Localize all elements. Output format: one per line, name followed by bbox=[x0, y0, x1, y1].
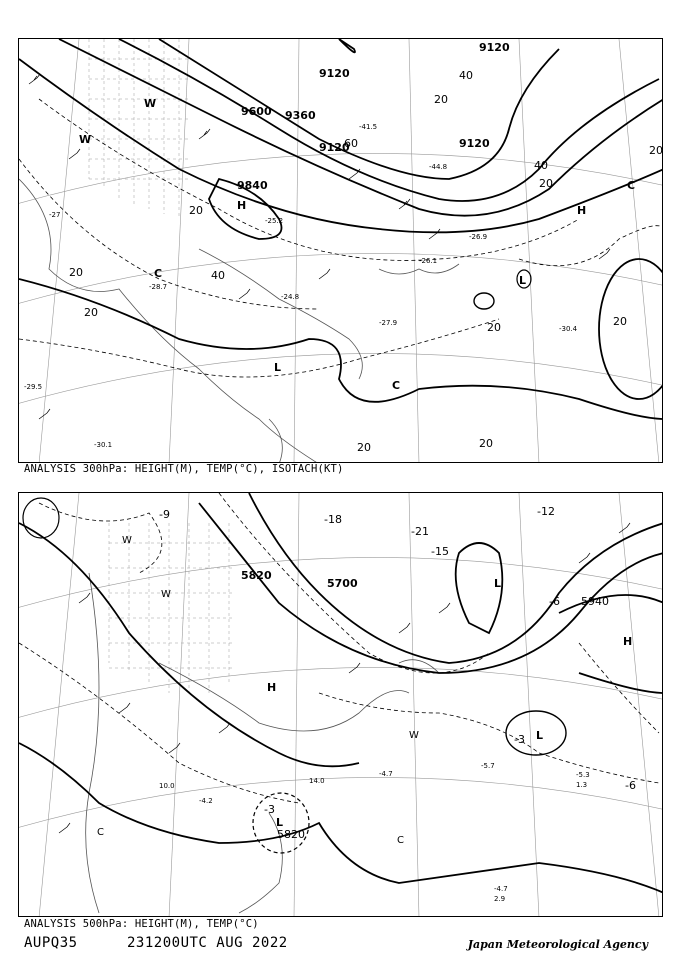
temp-label: -27 bbox=[49, 211, 61, 219]
caption-300hpa: ANALYSIS 300hPa: HEIGHT(M), TEMP(°C), ISOTACH(KT) bbox=[24, 463, 344, 475]
isotach-label: 20 bbox=[84, 306, 98, 319]
temp-label: 1.3 bbox=[576, 781, 588, 789]
isotach-label: 20 bbox=[479, 437, 493, 450]
height-contours bbox=[19, 39, 663, 419]
temp-label: 14.0 bbox=[309, 777, 325, 785]
temp-label: -44.8 bbox=[429, 163, 448, 171]
height-contours bbox=[19, 493, 663, 893]
isotach-label: 20 bbox=[613, 315, 627, 328]
valid-time: 231200UTC AUG 2022 bbox=[127, 935, 288, 951]
isotherm-label: -3 bbox=[264, 803, 275, 816]
height-label: 9360 bbox=[285, 109, 316, 122]
isotherm-label: -15 bbox=[431, 545, 449, 558]
height-label: 9120 bbox=[459, 137, 490, 150]
cold-center-label: C bbox=[392, 379, 401, 392]
height-label: 5940 bbox=[581, 595, 609, 608]
isotach-label: 20 bbox=[487, 321, 501, 334]
isotherms bbox=[19, 493, 659, 803]
warm-center-label: W bbox=[144, 97, 157, 110]
cold-center-label: C bbox=[627, 179, 636, 192]
isotach-label: 20 bbox=[539, 177, 553, 190]
low-center-label: L bbox=[274, 361, 282, 374]
temp-label: -4.7 bbox=[379, 770, 393, 778]
cold-center-label: C bbox=[397, 835, 404, 846]
cold-center-label: C bbox=[154, 267, 163, 280]
agency-credit: Japan Meteorological Agency bbox=[467, 938, 648, 951]
high-center-label: H bbox=[577, 204, 587, 217]
high-center-label: H bbox=[267, 681, 277, 694]
isotach-label: 20 bbox=[649, 144, 663, 157]
isotherm-label: -18 bbox=[324, 513, 342, 526]
temp-label: -28.7 bbox=[149, 283, 168, 291]
temp-label: -30.4 bbox=[559, 325, 578, 333]
temp-label: -5.3 bbox=[576, 771, 590, 779]
height-label: 9600 bbox=[241, 105, 272, 118]
isotherm-label: -21 bbox=[411, 525, 429, 538]
hatch-area bbox=[89, 39, 189, 219]
height-label: 5820 bbox=[277, 828, 305, 841]
cold-center-label: C bbox=[97, 827, 104, 838]
isotherm-label: -12 bbox=[537, 505, 555, 518]
map-panel-500hpa bbox=[18, 492, 663, 917]
isotach-label: 20 bbox=[434, 93, 448, 106]
temp-label: -25.2 bbox=[265, 217, 284, 225]
height-label: 9840 bbox=[237, 179, 268, 192]
temp-label: 2.9 bbox=[494, 895, 506, 903]
isotach-label: 40 bbox=[459, 69, 473, 82]
temp-label: -26.1 bbox=[419, 257, 438, 265]
isotach-label: 40 bbox=[534, 159, 548, 172]
coastlines bbox=[86, 573, 439, 913]
low-center-label: L bbox=[276, 816, 284, 829]
isotherm-label: -9 bbox=[159, 508, 170, 521]
temp-label: -4.2 bbox=[199, 797, 213, 805]
height-label: 5700 bbox=[327, 577, 358, 590]
isotherm-label: -6 bbox=[625, 779, 636, 792]
temp-label: -26.9 bbox=[469, 233, 488, 241]
height-label: 5820 bbox=[241, 569, 272, 582]
warm-center-label: W bbox=[122, 535, 132, 546]
isotherm-label: -6 bbox=[549, 595, 560, 608]
low-center-label: L bbox=[519, 274, 527, 287]
hatch-area bbox=[109, 523, 234, 693]
low-center-label: L bbox=[536, 729, 544, 742]
map-300hpa-canvas bbox=[19, 39, 663, 463]
isotach-label: 20 bbox=[357, 441, 371, 454]
isotach-label: 20 bbox=[189, 204, 203, 217]
isotach-label: 40 bbox=[211, 269, 225, 282]
height-label: 9120 bbox=[319, 141, 350, 154]
warm-center-label: W bbox=[161, 589, 171, 600]
temp-label: -5.7 bbox=[481, 762, 495, 770]
low-center-label: L bbox=[494, 577, 502, 590]
temp-label: -24.8 bbox=[281, 293, 300, 301]
isotach-circle-east bbox=[599, 259, 663, 399]
temp-label: -29.5 bbox=[24, 383, 43, 391]
warm-center-label: W bbox=[79, 133, 92, 146]
isotach-label: 60 bbox=[344, 137, 358, 150]
map-panel-300hpa bbox=[18, 38, 663, 463]
caption-500hpa: ANALYSIS 500hPa: HEIGHT(M), TEMP(°C) bbox=[24, 918, 259, 930]
isotherm-label: -3 bbox=[514, 733, 525, 746]
temp-label: 10.0 bbox=[159, 782, 175, 790]
temp-label: -30.1 bbox=[94, 441, 113, 449]
graticule bbox=[19, 493, 663, 917]
temp-label: -27.9 bbox=[379, 319, 398, 327]
high-center-label: H bbox=[237, 199, 247, 212]
height-label: 9120 bbox=[479, 41, 510, 54]
graticule bbox=[19, 39, 663, 463]
temp-label: -4.7 bbox=[494, 885, 508, 893]
map-500hpa-canvas bbox=[19, 493, 663, 917]
high-center-label: H bbox=[623, 635, 633, 648]
isotach-label: 20 bbox=[69, 266, 83, 279]
height-label: 9120 bbox=[319, 67, 350, 80]
isotach-circle-small bbox=[474, 293, 494, 309]
wind-barbs bbox=[59, 523, 633, 833]
temp-label: -41.5 bbox=[359, 123, 378, 131]
product-code: AUPQ35 bbox=[24, 935, 78, 951]
warm-center-label: W bbox=[409, 730, 419, 741]
